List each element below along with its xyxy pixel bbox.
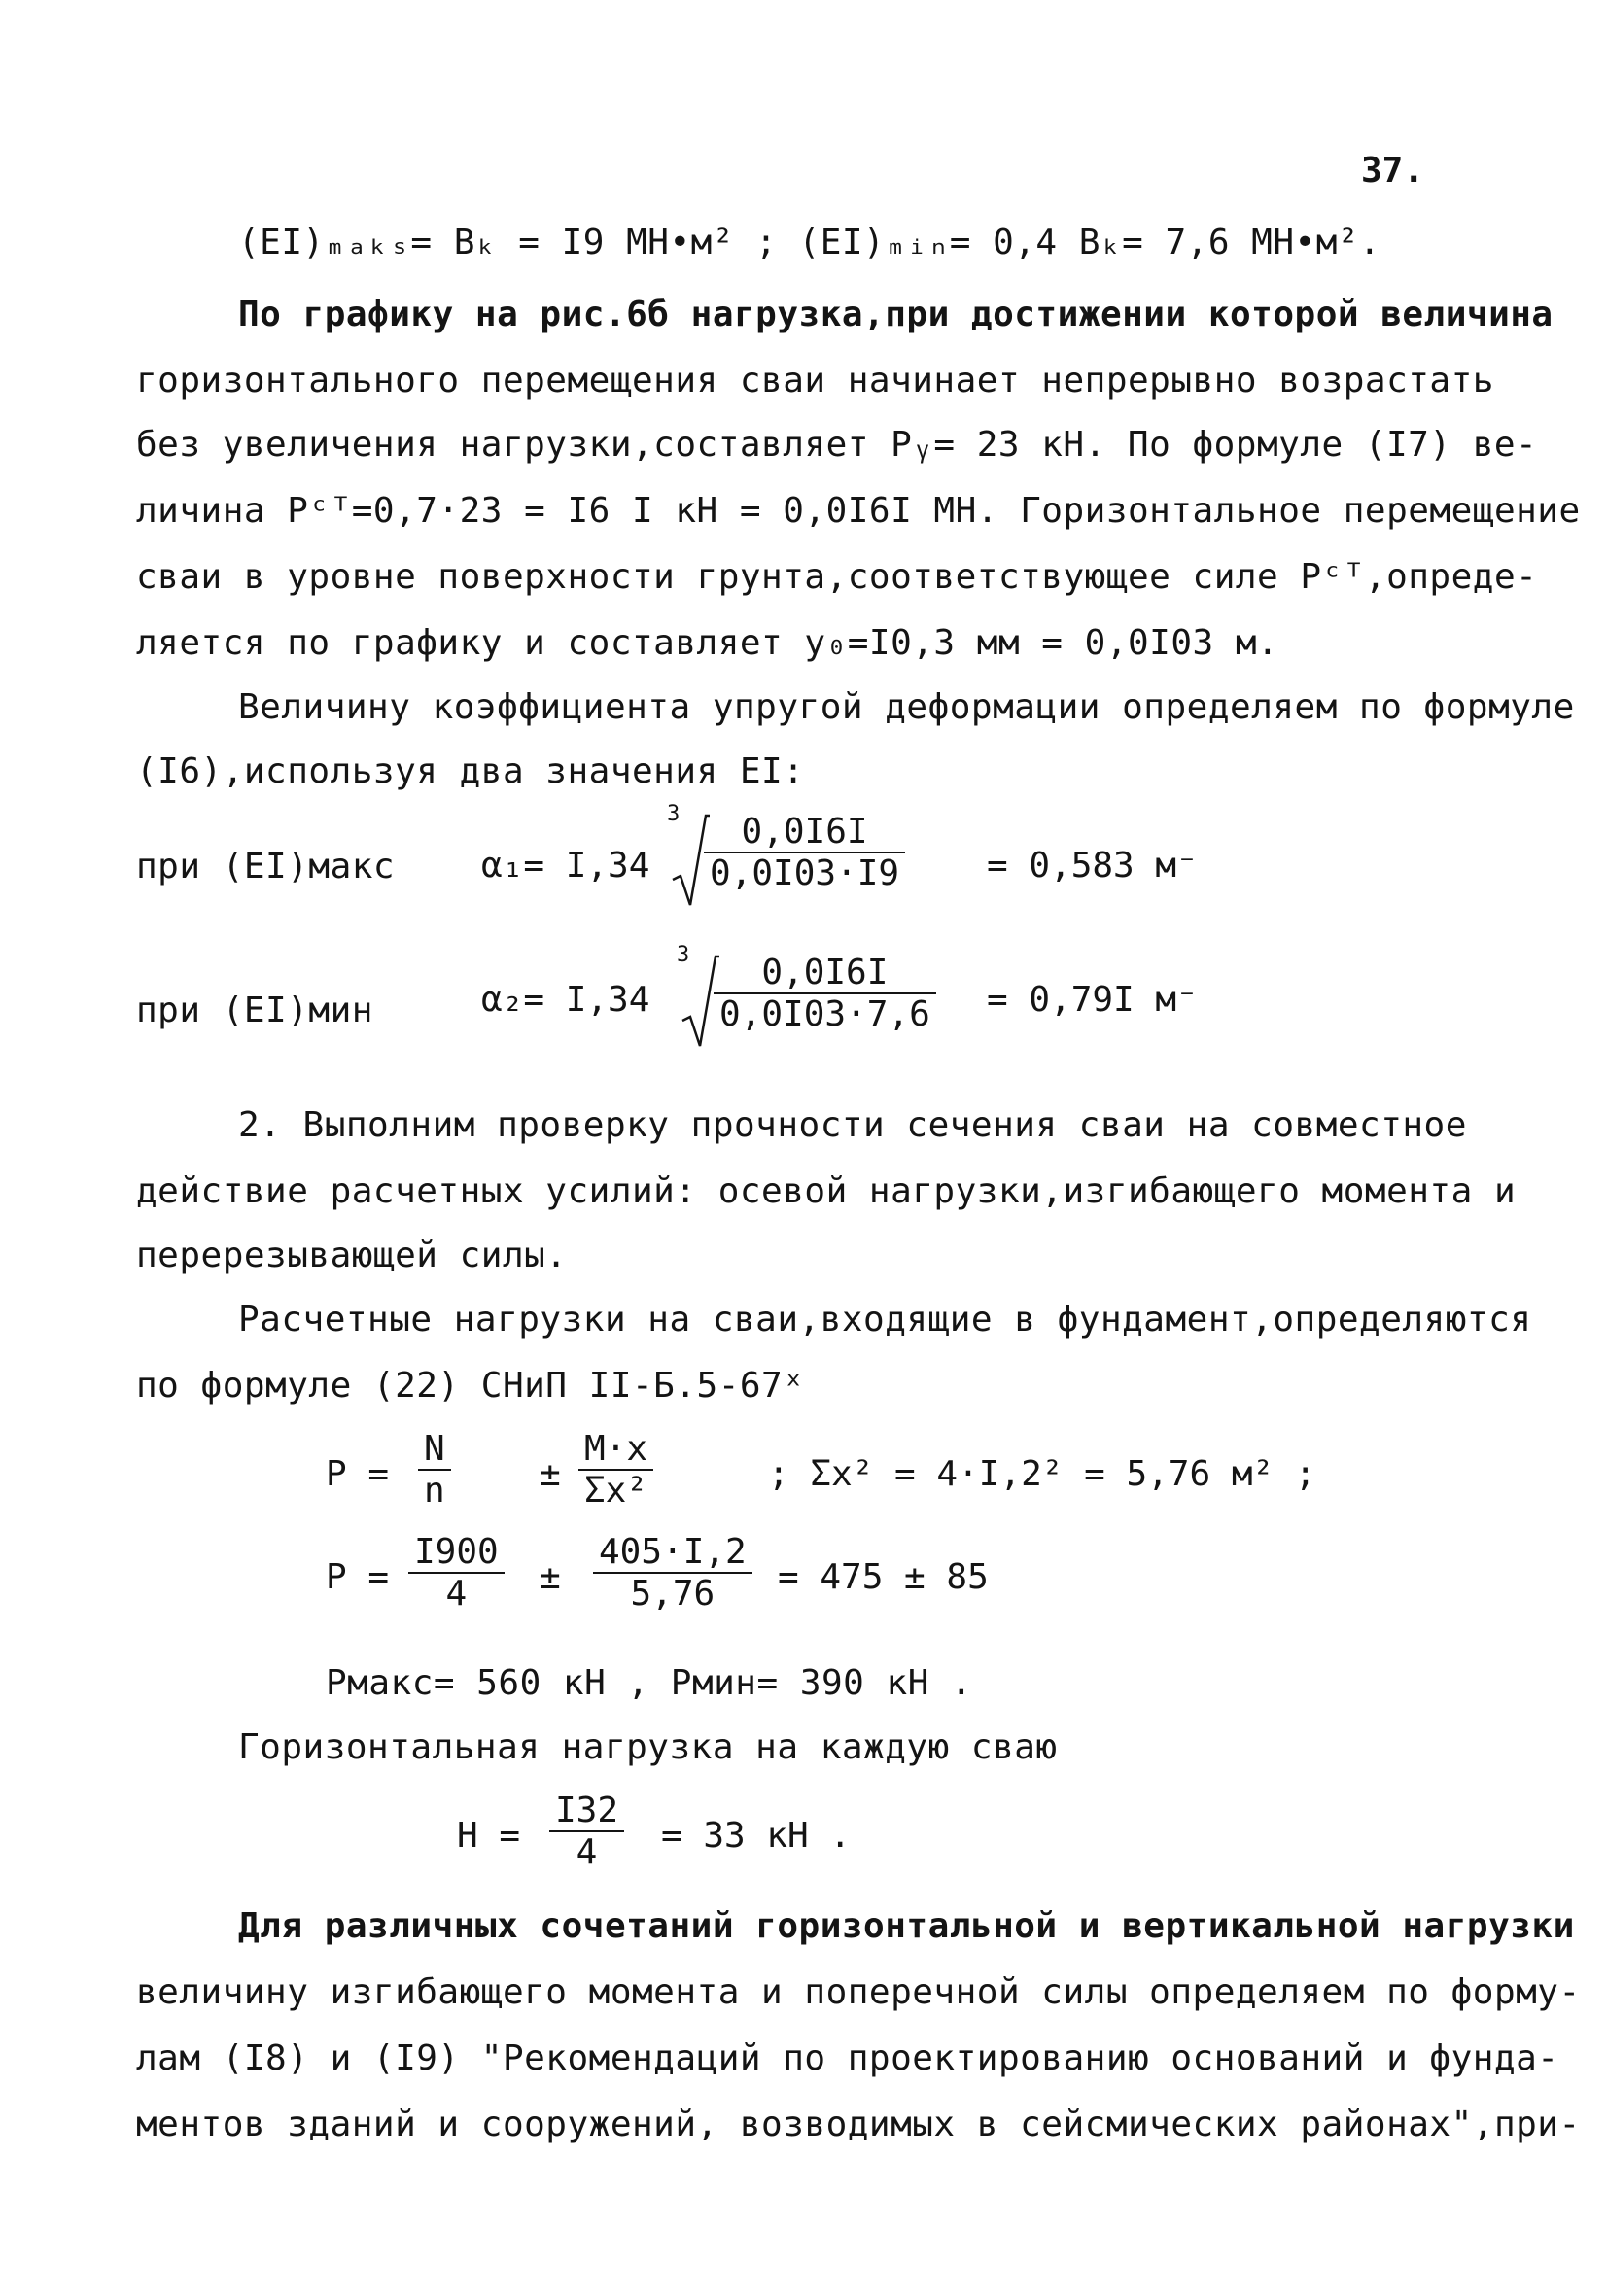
- alpha2-lhs: α₂= I,34: [481, 980, 650, 1020]
- p-general-fraction-1: [418, 1429, 451, 1511]
- p-numeric-fraction-1: [408, 1532, 505, 1614]
- p-numeric-lhs: P =: [326, 1557, 390, 1597]
- text-line: личина Pᶜᵀ=0,7·23 = I6 I кН = 0,0I6I МН. Горизонтальное перемещение: [136, 491, 1581, 531]
- h-fraction: [549, 1791, 624, 1872]
- fraction-numerator: 0,0I6I: [704, 812, 905, 853]
- root-index: 3: [667, 802, 681, 826]
- p-numeric-fraction-2: [593, 1532, 752, 1614]
- text-line: величину изгибающего момента и поперечной силы определяем по форму-: [136, 1972, 1581, 2012]
- fraction-denominator: Σx²: [584, 1471, 648, 1511]
- fraction-denominator: 5,76: [630, 1574, 716, 1614]
- page-number: 37.: [1361, 151, 1425, 191]
- text-line: ментов зданий и сооружений, возводимых в сейсмических районах",при-: [136, 2105, 1581, 2144]
- alpha2-result: = 0,79I м⁻: [987, 980, 1198, 1020]
- text-line: лам (I8) и (I9) "Рекомендаций по проектированию оснований и фунда-: [136, 2038, 1559, 2078]
- fraction-denominator: 0,0I03·I9: [710, 853, 900, 893]
- fraction-denominator: 0,0I03·7,6: [719, 994, 930, 1034]
- fraction-numerator: I900: [408, 1532, 505, 1574]
- alpha2-fraction: [714, 953, 936, 1034]
- alpha1-lhs: α₁= I,34: [481, 846, 650, 886]
- p-numeric-rest: = 475 ± 85: [778, 1557, 989, 1597]
- fraction-numerator: I32: [549, 1791, 624, 1832]
- p-general-lhs: P =: [326, 1454, 390, 1494]
- plus-minus: ±: [540, 1557, 561, 1597]
- text-line: перерезывающей силы.: [136, 1235, 568, 1275]
- p-general-fraction-2: [578, 1429, 653, 1511]
- text-line: сваи в уровне поверхности грунта,соответствующее силе Pᶜᵀ,опреде-: [136, 557, 1538, 597]
- alpha2-label: при (EI)мин: [136, 991, 373, 1030]
- ei-values-line: (EI)ₘₐₖₛ= Bₖ = I9 МН•м² ; (EI)ₘᵢₙ= 0,4 Bₖ= 7,6 МН•м².: [238, 223, 1381, 262]
- text-line: Величину коэффициента упругой деформации определяем по формуле: [238, 687, 1575, 727]
- text-line: действие расчетных усилий: осевой нагрузки,изгибающего момента и: [136, 1171, 1517, 1211]
- text-line: Горизонтальная нагрузка на каждую сваю: [238, 1727, 1058, 1767]
- h-rest: = 33 кН .: [661, 1816, 852, 1856]
- fraction-denominator: 4: [576, 1832, 598, 1872]
- fraction-numerator: 0,0I6I: [714, 953, 936, 994]
- alpha1-label: при (EI)макс: [136, 847, 396, 887]
- p-general-rest: ; Σx² = 4·I,2² = 5,76 м² ;: [768, 1454, 1316, 1494]
- alpha1-result: = 0,583 м⁻: [987, 846, 1198, 886]
- p-values-line: Pмакс= 560 кН , Pмин= 390 кН .: [326, 1663, 973, 1703]
- plus-minus: ±: [540, 1454, 561, 1494]
- text-line: Расчетные нагрузки на сваи,входящие в фундамент,определяются: [238, 1300, 1532, 1339]
- text-line: ляется по графику и составляет y₀=I0,3 мм = 0,0I03 м.: [136, 623, 1279, 663]
- alpha1-cube-root: [667, 802, 924, 919]
- text-line: 2. Выполним проверку прочности сечения сваи на совместное: [238, 1105, 1467, 1145]
- text-line: (I6),используя два значения EI:: [136, 751, 805, 791]
- fraction-numerator: M·x: [578, 1429, 653, 1471]
- text-line: без увеличения нагрузки,составляет Pᵧ= 23 кН. По формуле (I7) ве-: [136, 425, 1538, 465]
- fraction-numerator: N: [418, 1429, 451, 1471]
- text-line: горизонтального перемещения сваи начинает непрерывно возрастать: [136, 361, 1494, 400]
- alpha2-cube-root: [677, 943, 943, 1060]
- h-lhs: H =: [457, 1816, 521, 1856]
- text-line: по формуле (22) СНиП II-Б.5-67ˣ: [136, 1366, 805, 1406]
- text-line: Для различных сочетаний горизонтальной и вертикальной нагрузки: [238, 1906, 1575, 1946]
- text-line: По графику на рис.6б нагрузка,при достижении которой величина: [238, 295, 1554, 334]
- root-index: 3: [677, 943, 690, 967]
- fraction-denominator: n: [424, 1471, 445, 1511]
- alpha1-fraction: [704, 812, 905, 893]
- fraction-numerator: 405·I,2: [593, 1532, 752, 1574]
- fraction-denominator: 4: [445, 1574, 468, 1614]
